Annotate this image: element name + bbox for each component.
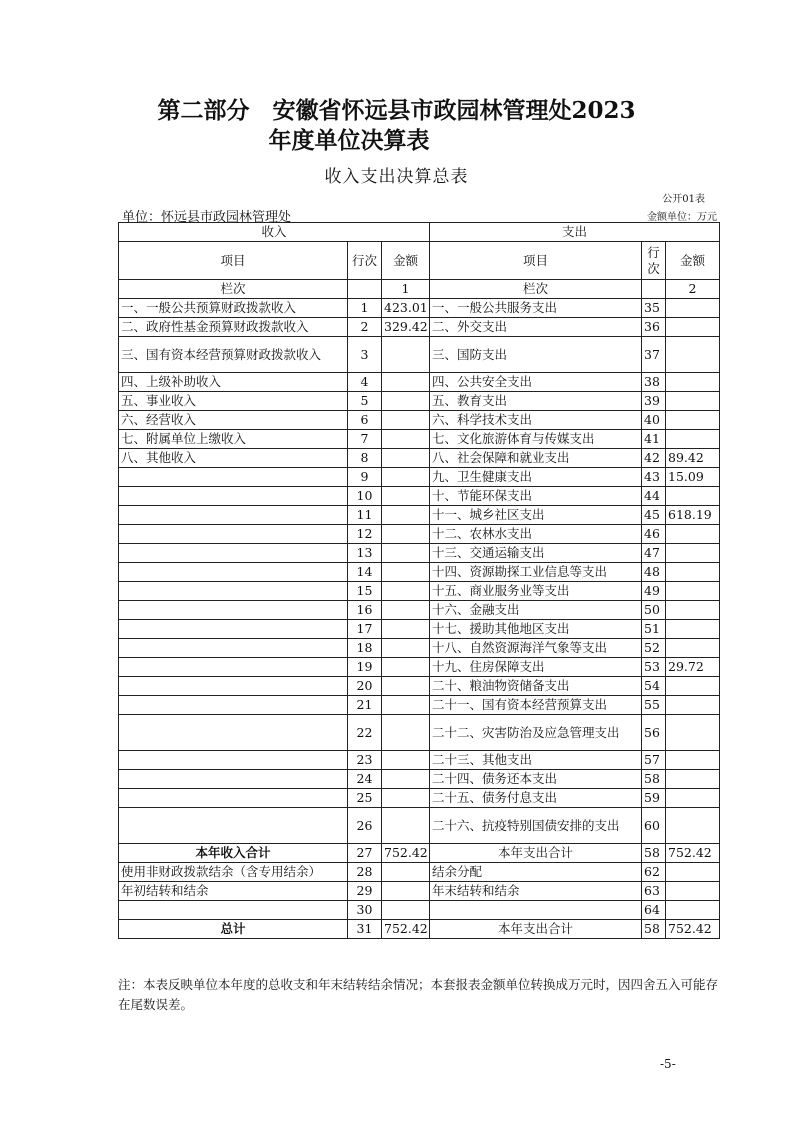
income-line-cell: 30 [348,901,382,920]
expense-line-cell: 47 [642,544,666,563]
income-item-cell [119,487,348,506]
expense-item-cell: 十六、金融支出 [430,601,642,620]
income-amount-cell [382,337,430,373]
expense-line-cell: 60 [642,808,666,844]
income-line-cell: 15 [348,582,382,601]
expense-amount-cell [666,337,720,373]
income-line-cell: 24 [348,770,382,789]
income-item-cell: 年初结转和结余 [119,882,348,901]
table-row [119,544,720,563]
income-line-cell: 9 [348,468,382,487]
income-item-cell [119,715,348,751]
table-row [119,920,720,939]
expense-item-cell: 十二、农林水支出 [430,525,642,544]
table-note: 注：本表反映单位本年度的总收支和年末结转结余情况；本套报表金额单位转换成万元时，因四舍五入可能存在尾数误差。 [118,977,719,1012]
table-row [119,601,720,620]
expense-line-cell: 50 [642,601,666,620]
expense-amount-cell [666,299,720,318]
table-row [119,430,720,449]
money-unit-label: 金额单位：万元 [647,212,717,223]
income-group-header: 收入 [119,223,430,242]
income-line-cell: 4 [348,373,382,392]
expense-line-cell: 48 [642,563,666,582]
income-line-cell: 7 [348,430,382,449]
income-line-cell: 21 [348,696,382,715]
expense-amount-cell [666,620,720,639]
income-item-cell: 五、事业收入 [119,392,348,411]
income-line-cell: 11 [348,506,382,525]
expense-item-cell: 二十一、国有资本经营预算支出 [430,696,642,715]
table-row [119,337,720,373]
expense-item-cell: 十一、城乡社区支出 [430,506,642,525]
expense-item-cell: 八、社会保障和就业支出 [430,449,642,468]
income-line-cell: 20 [348,677,382,696]
income-amount-cell: 752.42 [382,844,430,863]
income-item-cell: 七、附属单位上缴收入 [119,430,348,449]
table-row [119,789,720,808]
expense-line-cell: 64 [642,901,666,920]
income-amount-cell [382,658,430,677]
expense-item-cell: 年末结转和结余 [430,882,642,901]
expense-item-cell: 二十三、其他支出 [430,751,642,770]
income-item-cell: 本年收入合计 [119,844,348,863]
table-row [119,373,720,392]
income-item-cell [119,789,348,808]
expense-amount-cell [666,677,720,696]
expense-amount-cell: 89.42 [666,449,720,468]
expense-item-cell: 一、一般公共服务支出 [430,299,642,318]
income-item-cell [119,808,348,844]
expense-item-cell: 本年支出合计 [430,844,642,863]
income-item-cell [119,770,348,789]
income-amount-cell [382,789,430,808]
expense-line-cell: 52 [642,639,666,658]
income-row-label: 栏次 [119,280,348,299]
income-item-cell: 八、其他收入 [119,449,348,468]
income-line-cell: 16 [348,601,382,620]
income-line-cell: 12 [348,525,382,544]
expense-item-cell: 二十四、债务还本支出 [430,770,642,789]
income-line-cell: 10 [348,487,382,506]
expense-item-cell: 六、科学技术支出 [430,411,642,430]
expense-line-cell: 49 [642,582,666,601]
income-amount-cell [382,506,430,525]
expense-item-cell: 九、卫生健康支出 [430,468,642,487]
income-line-cell: 19 [348,658,382,677]
income-amount-cell [382,677,430,696]
expense-amount-cell [666,715,720,751]
expense-item-cell: 本年支出合计 [430,920,642,939]
expense-line-cell: 58 [642,844,666,863]
table-subtitle: 收入支出决算总表 [324,167,469,187]
expense-line-cell: 44 [642,487,666,506]
expense-item-cell: 二十五、债务付息支出 [430,789,642,808]
income-item-cell [119,751,348,770]
expense-item-cell: 结余分配 [430,863,642,882]
expense-line-cell: 55 [642,696,666,715]
income-item-cell: 三、国有资本经营预算财政拨款收入 [119,337,348,373]
income-line-cell: 14 [348,563,382,582]
table-row [119,844,720,863]
income-line-cell: 22 [348,715,382,751]
income-item-cell [119,525,348,544]
expense-amount-cell [666,696,720,715]
table-row [119,901,720,920]
expense-item-cell: 十三、交通运输支出 [430,544,642,563]
table-row [119,770,720,789]
table-row [119,487,720,506]
expense-amount-cell: 752.42 [666,920,720,939]
expense-group-header: 支出 [430,223,720,242]
income-item-cell: 四、上级补助收入 [119,373,348,392]
expense-item-cell: 十八、自然资源海洋气象等支出 [430,639,642,658]
form-number: 公开01表 [662,194,705,205]
income-line-cell: 3 [348,337,382,373]
table-row [119,506,720,525]
table-row [119,639,720,658]
income-amount-cell [382,601,430,620]
table-row [119,863,720,882]
income-line-cell: 2 [348,318,382,337]
income-item-cell [119,620,348,639]
expense-line-cell: 57 [642,751,666,770]
title-line-1: 第二部分 安徽省怀远县市政园林管理处2023 [157,97,636,124]
income-amount-cell: 423.01 [382,299,430,318]
table-row [119,299,720,318]
expense-item-cell [430,901,642,920]
expense-amount-cell: 15.09 [666,468,720,487]
expense-amount-cell [666,430,720,449]
expense-line-header: 行 次 [642,242,666,280]
expense-amount-cell [666,901,720,920]
income-amount-cell [382,525,430,544]
income-line-cell: 26 [348,808,382,844]
expense-amount-cell [666,582,720,601]
expense-column-number: 2 [666,280,720,299]
table-row [119,449,720,468]
expense-row-label: 栏次 [430,280,642,299]
expense-amount-cell: 618.19 [666,506,720,525]
expense-line-cell: 62 [642,863,666,882]
income-item-cell [119,544,348,563]
expense-item-cell: 十、节能环保支出 [430,487,642,506]
income-line-cell: 25 [348,789,382,808]
income-amount-cell [382,411,430,430]
income-line-cell: 13 [348,544,382,563]
income-item-cell [119,658,348,677]
income-amount-cell [382,487,430,506]
income-item-cell [119,506,348,525]
income-item-cell [119,639,348,658]
expense-line-cell: 63 [642,882,666,901]
expense-amount-cell [666,751,720,770]
expense-amount-cell [666,882,720,901]
income-amount-cell [382,770,430,789]
table-row [119,677,720,696]
income-amount-cell [382,449,430,468]
expense-amount-cell [666,411,720,430]
expense-item-header: 项目 [430,242,642,280]
expense-amount-cell [666,525,720,544]
income-item-cell [119,677,348,696]
income-amount-cell [382,620,430,639]
expense-line-cell: 41 [642,430,666,449]
expense-item-cell: 十五、商业服务业等支出 [430,582,642,601]
expense-amount-cell [666,392,720,411]
expense-item-cell: 五、教育支出 [430,392,642,411]
expense-amount-cell [666,789,720,808]
expense-item-cell: 二十、粮油物资储备支出 [430,677,642,696]
income-item-cell: 总计 [119,920,348,939]
table-row [119,318,720,337]
income-item-cell [119,563,348,582]
expense-line-cell: 46 [642,525,666,544]
expense-amount-cell [666,639,720,658]
income-amount-cell [382,863,430,882]
income-line-cell: 27 [348,844,382,863]
income-line-cell: 17 [348,620,382,639]
income-line-cell: 23 [348,751,382,770]
table-row [119,411,720,430]
income-line-cell: 31 [348,920,382,939]
page-title [0,96,793,156]
table-row [119,468,720,487]
income-amount-cell [382,715,430,751]
expense-line-cell: 38 [642,373,666,392]
income-expense-table [118,222,720,939]
expense-amount-cell [666,770,720,789]
table-row [119,563,720,582]
expense-line-cell: 58 [642,920,666,939]
expense-line-cell: 35 [642,299,666,318]
income-item-cell: 六、经营收入 [119,411,348,430]
expense-item-cell: 十七、援助其他地区支出 [430,620,642,639]
expense-item-cell: 二十六、抗疫特别国债安排的支出 [430,808,642,844]
income-item-cell: 二、政府性基金预算财政拨款收入 [119,318,348,337]
income-amount-cell [382,901,430,920]
expense-item-cell: 七、文化旅游体育与传媒支出 [430,430,642,449]
income-amount-cell [382,430,430,449]
expense-line-cell: 56 [642,715,666,751]
income-amount-cell [382,544,430,563]
expense-amount-cell [666,318,720,337]
table-row [119,696,720,715]
table-row [119,582,720,601]
expense-amount-cell [666,487,720,506]
expense-line-cell: 51 [642,620,666,639]
expense-amount-cell [666,373,720,392]
income-amount-cell [382,808,430,844]
table-row [119,392,720,411]
expense-line-cell: 43 [642,468,666,487]
income-line-cell: 18 [348,639,382,658]
expense-line-cell: 42 [642,449,666,468]
expense-line-cell: 39 [642,392,666,411]
income-amount-cell [382,696,430,715]
income-line-blank [348,280,382,299]
income-amount-cell [382,373,430,392]
income-amount-cell [382,639,430,658]
expense-amount-cell [666,601,720,620]
income-line-cell: 28 [348,863,382,882]
table-row [119,808,720,844]
page-number: -5- [660,1057,676,1071]
expense-line-cell: 53 [642,658,666,677]
income-item-cell [119,901,348,920]
table-row [119,525,720,544]
income-line-cell: 6 [348,411,382,430]
expense-amount-cell [666,544,720,563]
expense-line-cell: 37 [642,337,666,373]
income-amount-cell [382,392,430,411]
income-item-cell [119,601,348,620]
expense-line-blank [642,280,666,299]
income-amount-cell [382,563,430,582]
expense-item-cell: 十四、资源勘探工业信息等支出 [430,563,642,582]
expense-amount-header: 金额 [666,242,720,280]
expense-line-cell: 36 [642,318,666,337]
expense-item-cell: 三、国防支出 [430,337,642,373]
expense-item-cell: 十九、住房保障支出 [430,658,642,677]
income-amount-cell [382,582,430,601]
income-line-cell: 29 [348,882,382,901]
table-row [119,882,720,901]
expense-amount-cell [666,863,720,882]
income-item-cell: 使用非财政拨款结余（含专用结余） [119,863,348,882]
income-column-number: 1 [382,280,430,299]
income-item-cell [119,696,348,715]
income-amount-cell: 752.42 [382,920,430,939]
income-amount-cell [382,882,430,901]
income-amount-cell [382,468,430,487]
income-item-cell [119,468,348,487]
expense-amount-cell [666,563,720,582]
unit-label: 单位：怀远县市政园林管理处 [122,210,292,225]
table-row [119,620,720,639]
income-line-cell: 1 [348,299,382,318]
income-item-header: 项目 [119,242,348,280]
income-line-header: 行次 [348,242,382,280]
income-line-cell: 8 [348,449,382,468]
income-item-cell: 一、一般公共预算财政拨款收入 [119,299,348,318]
income-amount-cell [382,751,430,770]
expense-line-cell: 45 [642,506,666,525]
table-row [119,715,720,751]
expense-item-cell: 四、公共安全支出 [430,373,642,392]
expense-line-cell: 58 [642,770,666,789]
expense-line-cell: 59 [642,789,666,808]
expense-line-cell: 40 [642,411,666,430]
income-amount-cell: 329.42 [382,318,430,337]
expense-amount-cell: 752.42 [666,844,720,863]
income-line-cell: 5 [348,392,382,411]
title-line-2: 年度单位决算表 [268,127,430,154]
table-row [119,751,720,770]
expense-item-cell: 二十二、灾害防治及应急管理支出 [430,715,642,751]
expense-line-cell: 54 [642,677,666,696]
table-row [119,658,720,677]
expense-amount-cell: 29.72 [666,658,720,677]
expense-item-cell: 二、外交支出 [430,318,642,337]
expense-amount-cell [666,808,720,844]
income-amount-header: 金额 [382,242,430,280]
income-item-cell [119,582,348,601]
